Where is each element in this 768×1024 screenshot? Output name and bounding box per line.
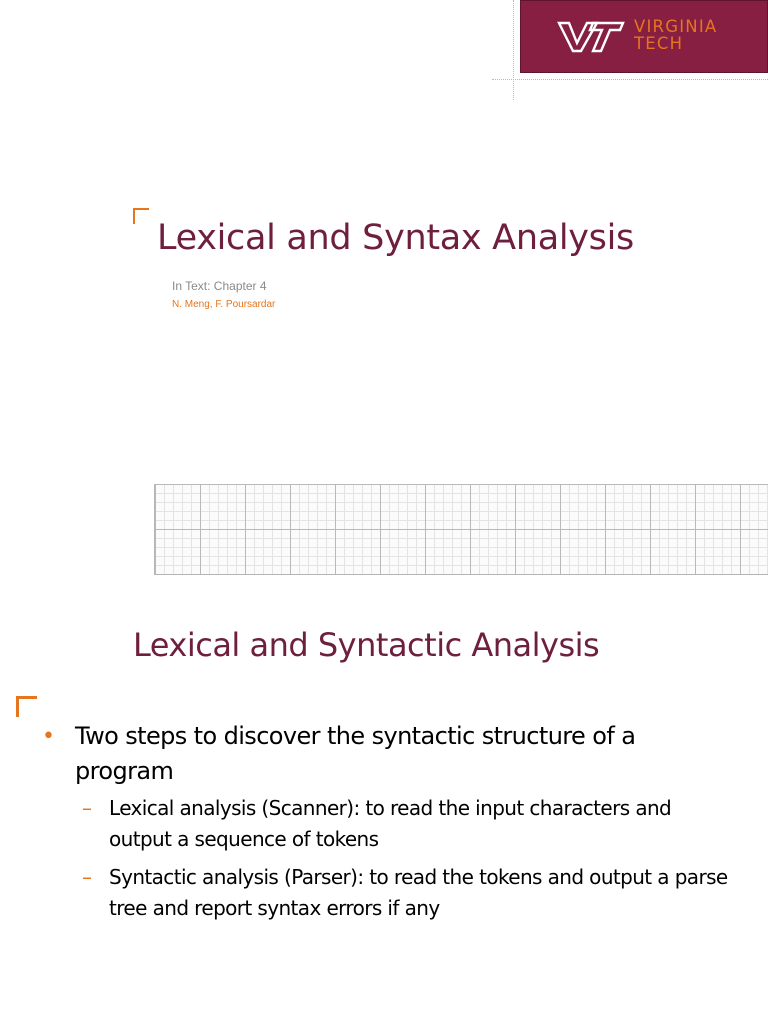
guide-line-horizontal bbox=[492, 79, 768, 80]
bullet-text: Two steps to discover the syntactic structure of a program bbox=[75, 722, 636, 785]
dash-icon: – bbox=[82, 796, 92, 820]
corner-bracket-decoration bbox=[16, 696, 37, 717]
sub-bullet-item bbox=[82, 793, 732, 855]
sub-bullet-text: Lexical analysis (Scanner): to read the input characters and output a sequence of tokens bbox=[109, 796, 672, 851]
sub-bullet-text: Syntactic analysis (Parser): to read the tokens and output a parse tree and report syntax errors if any bbox=[109, 865, 728, 920]
dash-icon: – bbox=[82, 865, 92, 889]
graph-paper-decoration bbox=[154, 484, 768, 575]
slide-authors: N. Meng, F. Poursardar bbox=[172, 299, 276, 310]
logo-line-1: VIRGINIA bbox=[634, 17, 718, 36]
vt-logo-icon bbox=[557, 20, 625, 54]
slide-subtitle: In Text: Chapter 4 bbox=[172, 279, 267, 293]
bullet-dot-icon: • bbox=[42, 724, 55, 749]
sub-bullet-item bbox=[82, 862, 732, 924]
logo-wordmark bbox=[634, 18, 717, 52]
guide-line-vertical bbox=[513, 0, 514, 100]
corner-bracket-decoration bbox=[133, 208, 149, 224]
slide-title: Lexical and Syntactic Analysis bbox=[133, 626, 600, 664]
bullet-item bbox=[42, 719, 722, 789]
slide-title: Lexical and Syntax Analysis bbox=[157, 218, 634, 258]
content-slide bbox=[0, 578, 768, 1024]
virginia-tech-logo bbox=[520, 0, 768, 73]
logo-line-2: TECH bbox=[634, 34, 684, 53]
